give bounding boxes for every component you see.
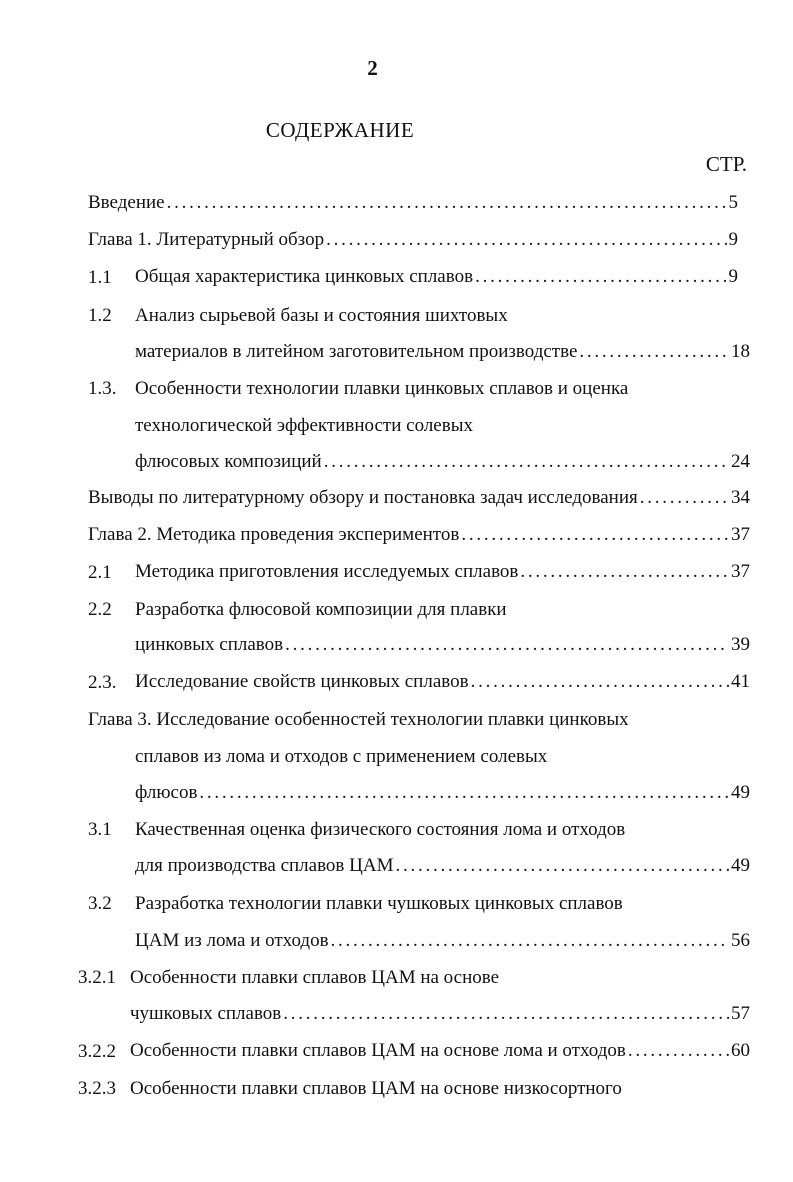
toc-entry-3-1[interactable]: [135, 855, 750, 877]
toc-entry-page: 18: [731, 341, 750, 362]
toc-entry-3-2-1[interactable]: [130, 1003, 750, 1025]
toc-entry-number: 3.2: [88, 893, 112, 914]
toc-entry-title-line[interactable]: Разработка флюсовой композиции для плавки: [135, 599, 507, 620]
toc-entry-intro[interactable]: [88, 192, 738, 214]
toc-entry-chapter-3[interactable]: [135, 782, 750, 804]
dot-leader: [199, 782, 729, 804]
toc-entry-conclusions-1[interactable]: [88, 487, 750, 509]
dot-leader: [475, 266, 726, 288]
toc-entry-number: 1.3.: [88, 378, 117, 399]
dot-leader: [471, 671, 729, 693]
toc-entry-page: 37: [731, 561, 750, 582]
toc-entry-1-1[interactable]: [135, 266, 738, 288]
toc-entry-3-2[interactable]: [135, 930, 750, 952]
toc-entry-page: 34: [731, 487, 750, 508]
dot-leader: [283, 1003, 729, 1025]
toc-entry-page: 41: [731, 671, 750, 692]
dot-leader: [285, 634, 729, 656]
toc-entry-title-line[interactable]: Особенности плавки сплавов ЦАМ на основе низкосортного: [130, 1078, 622, 1099]
toc-entry-page: 37: [731, 524, 750, 545]
toc-entry-title-line[interactable]: Качественная оценка физического состояния лома и отходов: [135, 819, 626, 840]
toc-entry-title-line[interactable]: Особенности плавки сплавов ЦАМ на основе: [130, 967, 500, 988]
dot-leader: [520, 561, 729, 583]
toc-entry-chapter-1[interactable]: [88, 229, 738, 251]
toc-entry-title: флюсовых композиций: [135, 451, 322, 472]
toc-entry-title: для производства сплавов ЦАМ: [135, 855, 394, 876]
toc-entry-page: 9: [728, 266, 738, 287]
toc-entry-title: чушковых сплавов: [130, 1003, 282, 1024]
toc-entry-2-1[interactable]: [135, 561, 750, 583]
toc-entry-page: 9: [728, 229, 738, 250]
toc-entry-title: ЦАМ из лома и отходов: [135, 930, 329, 951]
toc-entry-title-line[interactable]: сплавов из лома и отходов с применением солевых: [135, 746, 548, 767]
toc-entry-page: 39: [731, 634, 750, 655]
toc-entry-title: Глава 1. Литературный обзор: [88, 229, 325, 250]
dot-leader: [326, 229, 726, 251]
dot-leader: [640, 487, 729, 509]
toc-entry-title: флюсов: [135, 782, 198, 803]
toc-title: СОДЕРЖАНИЕ: [265, 118, 415, 142]
toc-entry-title-line[interactable]: Разработка технологии плавки чушковых цинковых сплавов: [135, 893, 623, 914]
toc-entry-number: 3.1: [88, 819, 112, 840]
toc-entry-1-3[interactable]: [135, 451, 750, 473]
page-column-label: СТР.: [705, 152, 747, 176]
toc-entry-title: Общая характеристика цинковых сплавов: [135, 266, 474, 287]
toc-entry-page: 49: [731, 855, 750, 876]
dot-leader: [396, 855, 730, 877]
toc-entry-title: материалов в литейном заготовительном производстве: [135, 341, 578, 362]
toc-entry-page: 24: [731, 451, 750, 472]
toc-entry-number: 3.2.3: [78, 1078, 116, 1099]
toc-entry-title: цинковых сплавов: [135, 634, 284, 655]
toc-entry-title: Методика приготовления исследуемых сплавов: [135, 561, 519, 582]
toc-entry-title-line[interactable]: Анализ сырьевой базы и состояния шихтовых: [135, 305, 508, 326]
toc-entry-2-3[interactable]: [135, 671, 750, 693]
toc-entry-title-line[interactable]: технологической эффективности солевых: [135, 415, 473, 436]
toc-entry-number: 1.1: [88, 267, 112, 288]
toc-entry-number: 3.2.2: [78, 1041, 116, 1062]
toc-entry-chapter-2[interactable]: [88, 524, 750, 546]
dot-leader: [461, 524, 729, 546]
page-number: 2: [367, 56, 378, 80]
dot-leader: [628, 1040, 729, 1062]
toc-entry-title: Исследование свойств цинковых сплавов: [135, 671, 469, 692]
toc-entry-page: 5: [728, 192, 738, 213]
toc-entry-title: Глава 2. Методика проведения экспериментов: [88, 524, 460, 545]
toc-entry-title: Особенности плавки сплавов ЦАМ на основе лома и отходов: [130, 1040, 626, 1061]
toc-entry-number: 2.3.: [88, 672, 117, 693]
dot-leader: [324, 451, 729, 473]
toc-entry-page: 49: [731, 782, 750, 803]
toc-entry-page: 56: [731, 930, 750, 951]
toc-entry-number: 2.1: [88, 562, 112, 583]
toc-entry-page: 60: [731, 1040, 750, 1061]
toc-entry-number: 1.2: [88, 305, 112, 326]
toc-entry-page: 57: [731, 1003, 750, 1024]
toc-entry-1-2[interactable]: [135, 341, 750, 363]
toc-entry-title: Выводы по литературному обзору и постановка задач исследования: [88, 487, 638, 508]
toc-entry-3-2-2[interactable]: [130, 1040, 750, 1062]
dot-leader: [331, 930, 729, 952]
dot-leader: [167, 192, 727, 214]
toc-entry-2-2[interactable]: [135, 634, 750, 656]
dot-leader: [579, 341, 729, 363]
toc-entry-title-line[interactable]: Особенности технологии плавки цинковых сплавов и оценка: [135, 378, 629, 399]
toc-entry-title-line[interactable]: Глава 3. Исследование особенностей технологии плавки цинковых: [88, 709, 629, 730]
toc-entry-title: Введение: [88, 192, 165, 213]
toc-entry-number: 2.2: [88, 599, 112, 620]
toc-entry-number: 3.2.1: [78, 967, 116, 988]
